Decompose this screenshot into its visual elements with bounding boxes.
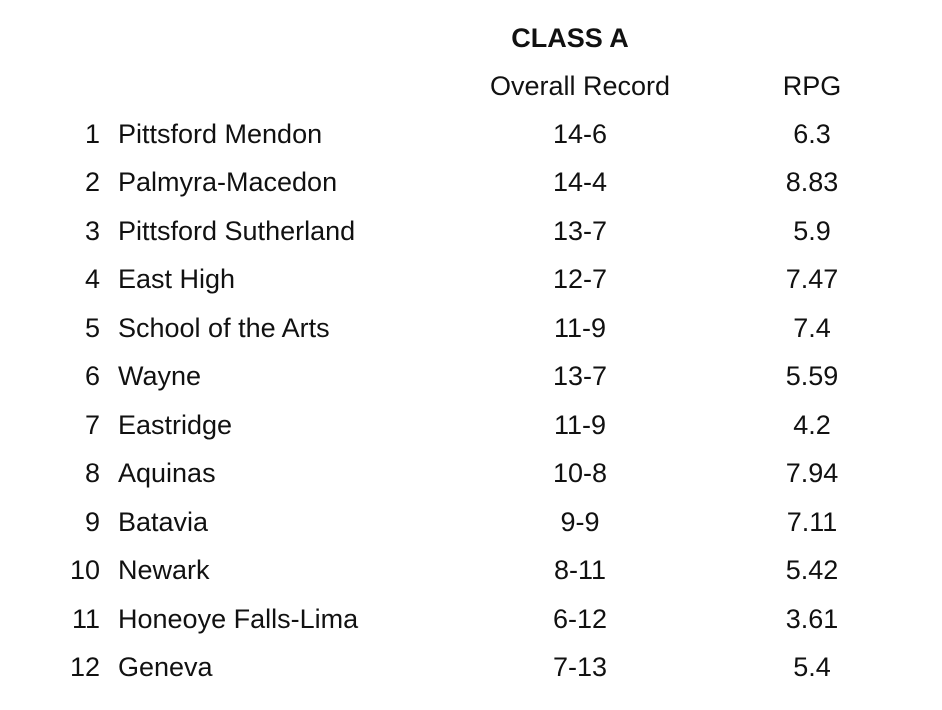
record-cell: 7-13 <box>552 652 608 682</box>
rank-cell: 12 <box>69 652 100 682</box>
rank-cell: 9 <box>84 507 100 537</box>
table-row <box>0 207 942 255</box>
rpg-cell: 7.11 <box>786 507 838 537</box>
rpg-cell: 5.4 <box>793 652 831 682</box>
table-row <box>0 255 942 303</box>
team-cell: Newark <box>118 555 210 585</box>
record-cell: 11-9 <box>553 313 607 343</box>
rank-cell: 7 <box>84 410 100 440</box>
record-cell: 11-9 <box>553 410 607 440</box>
rank-cell: 8 <box>84 458 100 488</box>
team-cell: Palmyra-Macedon <box>118 167 338 197</box>
rank-cell: 10 <box>69 555 100 585</box>
record-cell: 8-11 <box>553 555 607 585</box>
record-cell: 9-9 <box>560 507 600 537</box>
rpg-column-header: RPG <box>782 71 842 101</box>
record-cell: 14-6 <box>552 119 608 149</box>
table-row <box>0 401 942 449</box>
rank-cell: 6 <box>84 361 100 391</box>
rank-cell: 1 <box>84 119 100 149</box>
team-cell: Geneva <box>118 652 213 682</box>
team-cell: Aquinas <box>118 458 216 488</box>
rpg-cell: 7.4 <box>793 313 831 343</box>
record-cell: 13-7 <box>552 361 608 391</box>
table-row <box>0 498 942 546</box>
table-row <box>0 546 942 594</box>
team-cell: School of the Arts <box>118 313 330 343</box>
team-cell: Eastridge <box>118 410 233 440</box>
team-cell: Batavia <box>118 507 209 537</box>
record-cell: 6-12 <box>552 604 608 634</box>
rpg-cell: 8.83 <box>785 167 839 197</box>
rank-cell: 11 <box>71 604 100 634</box>
table-row <box>0 110 942 158</box>
rpg-cell: 5.9 <box>793 216 831 246</box>
team-cell: Wayne <box>118 361 202 391</box>
rank-cell: 3 <box>84 216 100 246</box>
team-cell: East High <box>118 264 236 294</box>
rpg-cell: 5.59 <box>785 361 839 391</box>
table-row <box>0 643 942 691</box>
rank-cell: 4 <box>84 264 100 294</box>
rank-cell: 5 <box>84 313 100 343</box>
table-row <box>0 595 942 643</box>
rpg-cell: 4.2 <box>793 410 831 440</box>
rpg-cell: 7.47 <box>785 264 839 294</box>
rpg-cell: 7.94 <box>785 458 839 488</box>
rpg-cell: 3.61 <box>785 604 839 634</box>
record-cell: 10-8 <box>552 458 608 488</box>
team-cell: Pittsford Mendon <box>118 119 323 149</box>
record-cell: 14-4 <box>552 167 608 197</box>
record-cell: 12-7 <box>552 264 608 294</box>
table-row <box>0 304 942 352</box>
record-column-header: Overall Record <box>489 71 671 101</box>
table-title: CLASS A <box>511 23 629 53</box>
team-cell: Honeoye Falls-Lima <box>118 604 359 634</box>
column-header-row <box>0 62 942 110</box>
table-row <box>0 158 942 206</box>
rpg-cell: 5.42 <box>785 555 839 585</box>
team-cell: Pittsford Sutherland <box>118 216 356 246</box>
table-row <box>0 449 942 497</box>
rank-cell: 2 <box>84 167 100 197</box>
rpg-cell: 6.3 <box>793 119 831 149</box>
table-row <box>0 352 942 400</box>
record-cell: 13-7 <box>552 216 608 246</box>
